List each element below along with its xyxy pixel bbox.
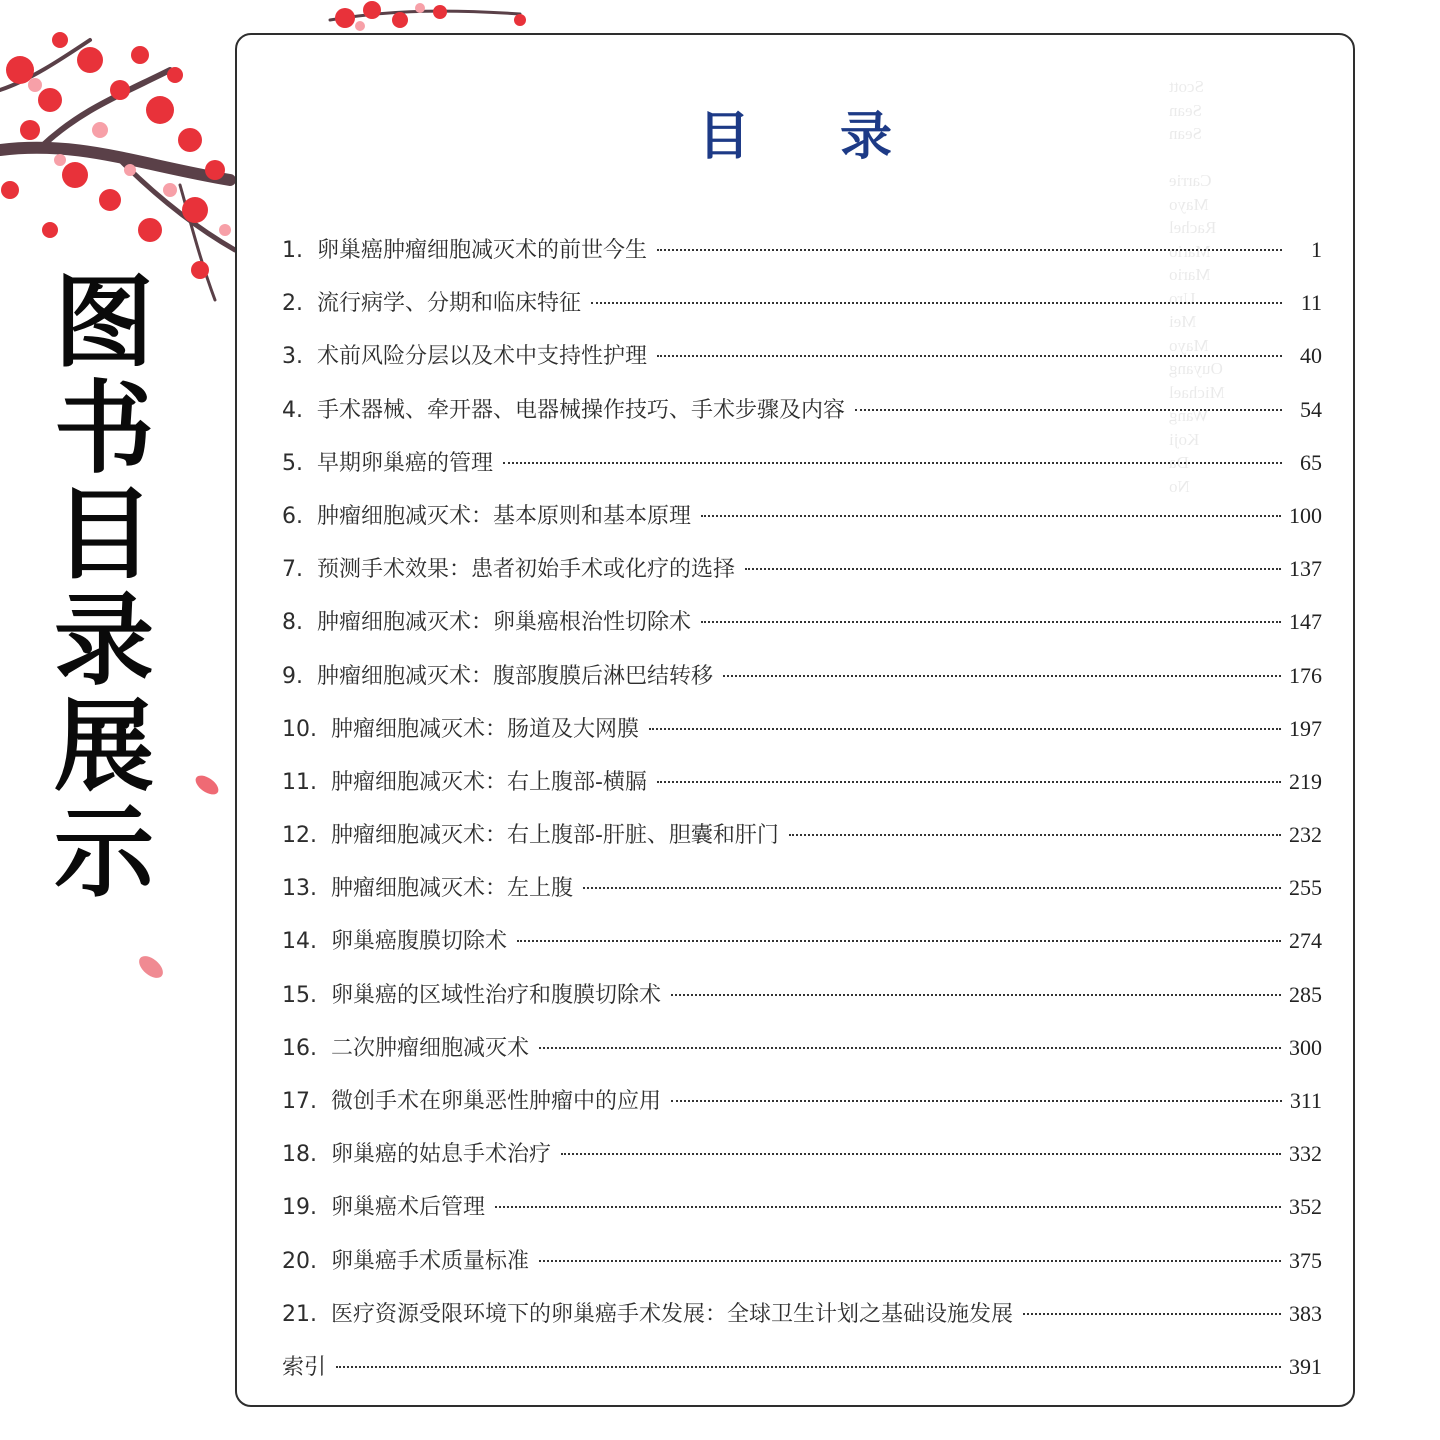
toc-entry-title: 手术器械、牵开器、电器械操作技巧、手术步骤及内容 bbox=[316, 397, 845, 423]
toc-entry-page: 232 bbox=[1289, 822, 1322, 848]
toc-entry bbox=[282, 1350, 1322, 1403]
toc-page bbox=[235, 33, 1355, 1407]
toc-entry-number: 4. bbox=[282, 397, 317, 423]
toc-entry-page: 285 bbox=[1289, 981, 1322, 1007]
toc-entry-title: 术前风险分层以及术中支持性护理 bbox=[316, 344, 647, 370]
toc-entry-number: 10. bbox=[282, 716, 331, 742]
dot-leader bbox=[789, 834, 1281, 836]
toc-entry-page: 147 bbox=[1289, 609, 1322, 635]
toc-entry-title: 二次肿瘤细胞减灭术 bbox=[330, 1035, 529, 1061]
dot-leader bbox=[495, 1206, 1281, 1208]
toc-list bbox=[282, 233, 1322, 1403]
toc-entry-number: 14. bbox=[282, 929, 331, 955]
toc-entry-page: 100 bbox=[1289, 502, 1322, 528]
toc-entry-page: 332 bbox=[1289, 1141, 1322, 1167]
toc-entry-page: 375 bbox=[1289, 1247, 1322, 1273]
toc-entry-number: 19. bbox=[282, 1195, 331, 1221]
toc-entry-number: 21. bbox=[282, 1301, 331, 1327]
dot-leader bbox=[336, 1366, 1281, 1368]
toc-entry-number: 2. bbox=[282, 291, 317, 317]
toc-entry bbox=[282, 1244, 1322, 1297]
toc-entry-title: 索引 bbox=[282, 1354, 327, 1380]
toc-entry bbox=[282, 659, 1322, 712]
toc-entry-page: 391 bbox=[1289, 1353, 1322, 1379]
toc-entry-page: 65 bbox=[1300, 449, 1322, 475]
toc-entry-page: 352 bbox=[1289, 1194, 1322, 1220]
toc-entry bbox=[282, 1031, 1322, 1084]
toc-entry-title: 卵巢癌的区域性治疗和腹膜切除术 bbox=[330, 982, 661, 1008]
toc-entry bbox=[282, 1137, 1322, 1190]
toc-entry bbox=[282, 605, 1322, 658]
toc-entry bbox=[282, 233, 1322, 286]
dot-leader bbox=[583, 887, 1281, 889]
toc-entry-title: 肿瘤细胞减灭术：右上腹部-肝脏、胆囊和肝门 bbox=[330, 823, 779, 849]
toc-entry-page: 197 bbox=[1289, 715, 1322, 741]
dot-leader bbox=[855, 409, 1282, 411]
toc-entry-number: 11. bbox=[282, 769, 331, 795]
toc-entry-number: 18. bbox=[282, 1142, 331, 1168]
toc-entry-page: 137 bbox=[1289, 556, 1322, 582]
toc-entry-title: 肿瘤细胞减灭术：左上腹 bbox=[330, 876, 573, 902]
side-heading-char: 录 bbox=[54, 582, 154, 699]
toc-entry bbox=[282, 1084, 1322, 1137]
dot-leader bbox=[517, 940, 1281, 942]
toc-entry-number: 20. bbox=[282, 1248, 331, 1274]
toc-entry-title: 肿瘤细胞减灭术：肠道及大网膜 bbox=[330, 716, 639, 742]
toc-entry-number: 16. bbox=[282, 1035, 331, 1061]
toc-entry bbox=[282, 978, 1322, 1031]
toc-entry-number: 6. bbox=[282, 503, 317, 529]
dot-leader bbox=[745, 568, 1281, 570]
toc-entry bbox=[282, 1297, 1322, 1350]
toc-entry bbox=[282, 712, 1322, 765]
toc-entry-title: 卵巢癌肿瘤细胞减灭术的前世今生 bbox=[316, 238, 647, 263]
toc-entry-page: 11 bbox=[1300, 290, 1322, 316]
toc-entry-number: 9. bbox=[282, 663, 317, 689]
dot-leader bbox=[723, 675, 1281, 677]
toc-entry-page: 300 bbox=[1289, 1034, 1322, 1060]
toc-entry-title: 卵巢癌术后管理 bbox=[330, 1195, 485, 1221]
toc-entry-title: 肿瘤细胞减灭术：右上腹部-横膈 bbox=[330, 769, 647, 795]
toc-entry-page: 255 bbox=[1289, 875, 1322, 901]
dot-leader bbox=[671, 1100, 1282, 1102]
side-heading bbox=[44, 264, 164, 911]
dot-leader bbox=[1023, 1313, 1281, 1315]
toc-title: 目录 bbox=[697, 106, 982, 167]
toc-entry-number: 13. bbox=[282, 876, 331, 902]
toc-entry-page: 54 bbox=[1300, 396, 1322, 422]
toc-entry-title: 卵巢癌手术质量标准 bbox=[330, 1248, 529, 1274]
toc-entry-number: 17. bbox=[282, 1089, 331, 1114]
side-heading-char: 目 bbox=[54, 476, 154, 593]
toc-entry bbox=[282, 1190, 1322, 1243]
toc-entry-title: 卵巢癌的姑息手术治疗 bbox=[330, 1142, 551, 1168]
toc-entry-title: 微创手术在卵巢恶性肿瘤中的应用 bbox=[330, 1089, 661, 1114]
toc-entry bbox=[282, 339, 1322, 392]
toc-entry bbox=[282, 818, 1322, 871]
side-heading-char: 示 bbox=[54, 794, 154, 911]
toc-entry-title: 卵巢癌腹膜切除术 bbox=[330, 929, 507, 955]
toc-entry-number: 15. bbox=[282, 982, 331, 1008]
dot-leader bbox=[539, 1260, 1281, 1262]
toc-entry-number: 7. bbox=[282, 557, 317, 583]
falling-petal bbox=[134, 950, 168, 984]
toc-entry-number: 1. bbox=[282, 238, 317, 263]
toc-entry-title: 早期卵巢癌的管理 bbox=[316, 450, 493, 476]
toc-entry-number: 8. bbox=[282, 610, 317, 636]
dot-leader bbox=[539, 1047, 1281, 1049]
dot-leader bbox=[591, 302, 1282, 304]
toc-entry bbox=[282, 446, 1322, 499]
toc-entry-title: 预测手术效果：患者初始手术或化疗的选择 bbox=[316, 557, 735, 583]
toc-entry bbox=[282, 393, 1322, 446]
toc-entry-title: 肿瘤细胞减灭术：卵巢癌根治性切除术 bbox=[316, 610, 691, 636]
dot-leader bbox=[657, 781, 1281, 783]
toc-entry-title: 流行病学、分期和临床特征 bbox=[316, 291, 581, 317]
toc-entry-number: 3. bbox=[282, 344, 317, 370]
toc-entry-page: 383 bbox=[1289, 1300, 1322, 1326]
toc-entry bbox=[282, 765, 1322, 818]
toc-entry-page: 176 bbox=[1289, 662, 1322, 688]
dot-leader bbox=[701, 515, 1281, 517]
dot-leader bbox=[701, 621, 1281, 623]
toc-entry bbox=[282, 871, 1322, 924]
toc-entry bbox=[282, 286, 1322, 339]
toc-entry-page: 219 bbox=[1289, 768, 1322, 794]
side-heading-char: 展 bbox=[54, 688, 154, 805]
dot-leader bbox=[561, 1153, 1281, 1155]
toc-entry-page: 274 bbox=[1289, 928, 1322, 954]
toc-entry-title: 肿瘤细胞减灭术：腹部腹膜后淋巴结转移 bbox=[316, 663, 713, 689]
toc-entry-title: 医疗资源受限环境下的卵巢癌手术发展：全球卫生计划之基础设施发展 bbox=[330, 1301, 1013, 1327]
toc-entry-page: 311 bbox=[1289, 1088, 1322, 1113]
toc-entry-title: 肿瘤细胞减灭术：基本原则和基本原理 bbox=[316, 503, 691, 529]
side-heading-char: 图 bbox=[54, 264, 154, 381]
toc-entry-page: 1 bbox=[1311, 237, 1322, 262]
toc-entry bbox=[282, 924, 1322, 977]
dot-leader bbox=[649, 728, 1281, 730]
toc-entry-number: 12. bbox=[282, 823, 331, 849]
dot-leader bbox=[671, 994, 1281, 996]
toc-entry bbox=[282, 552, 1322, 605]
dot-leader bbox=[657, 249, 1282, 251]
dot-leader bbox=[657, 355, 1282, 357]
bleed-through-text: Scott Sean Sean Carrie Mayo Rachel Mario Mario Uro Mei Mayo Ouyang Michael Wang Koji Da No bbox=[1169, 77, 1225, 496]
toc-entry-page: 40 bbox=[1300, 343, 1322, 369]
falling-petal bbox=[192, 770, 222, 800]
dot-leader bbox=[503, 462, 1282, 464]
side-heading-char: 书 bbox=[54, 370, 154, 487]
toc-entry-number: 5. bbox=[282, 450, 317, 476]
toc-entry bbox=[282, 499, 1322, 552]
